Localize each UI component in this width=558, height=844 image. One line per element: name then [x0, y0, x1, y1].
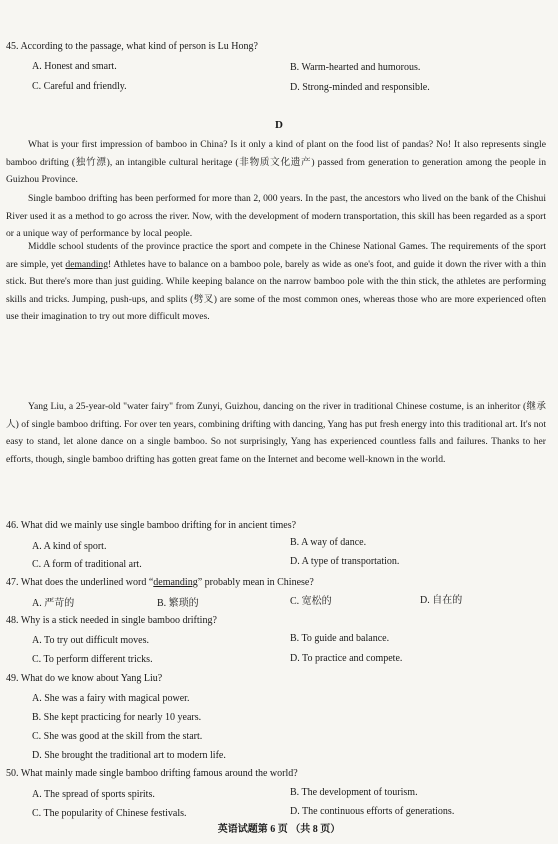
question-49-option-d: D. She brought the traditional art to modern life. — [32, 750, 226, 761]
question-46-option-c: C. A form of traditional art. — [32, 559, 142, 570]
question-49-option-a: A. She was a fairy with magical power. — [32, 693, 190, 704]
question-46-stem: 46. What did we mainly use single bamboo drifting for in ancient times? — [6, 520, 297, 531]
passage-paragraph-2: Single bamboo drifting has been performed for more than 2, 000 years. In the past, the ancestors who lived on the bank of the Chishui River used it as a method to go across the river. Now, with the development of modern transportation, this skill has been regarded as a sport or a unique way of performance by local people. — [6, 193, 546, 240]
question-47-option-a: A. 严苛的 — [32, 598, 75, 609]
question-46-option-d: D. A type of transportation. — [290, 556, 400, 567]
question-50-option-b: B. The development of tourism. — [290, 787, 418, 798]
passage-paragraph-4: Yang Liu, a 25-year-old "water fairy" from Zunyi, Guizhou, dancing on the river in traditional Chinese costume, is an inheritor (继承人) of single bamboo drifting. For over ten years, combining drifting with dancing, Yang has put fresh energy into this traditional art. It's not easy to stand, let alone dance on a single bamboo. So not surprisingly, Yang has experienced countless falls and failures. Thanks to her efforts, though, single bamboo drifting has gotten great fame on the Internet and become well-known in the world. — [6, 401, 546, 465]
page-footer: 英语试题第 6 页 （共 8 页） — [217, 824, 341, 835]
question-47-option-d: D. 自在的 — [420, 595, 463, 606]
question-48-option-d: D. To practice and compete. — [290, 653, 403, 664]
question-45-option-b: B. Warm-hearted and humorous. — [290, 62, 421, 73]
question-50-option-a: A. The spread of sports spirits. — [32, 789, 155, 800]
question-47-stem — [6, 576, 552, 590]
question-47-option-b: B. 繁琐的 — [157, 598, 199, 609]
question-48-option-c: C. To perform different tricks. — [32, 654, 153, 665]
question-49-option-b: B. She kept practicing for nearly 10 years. — [32, 712, 202, 723]
question-45-stem: 45. According to the passage, what kind of person is Lu Hong? — [6, 41, 258, 52]
question-46-option-b: B. A way of dance. — [290, 537, 367, 548]
question-50-option-c: C. The popularity of Chinese festivals. — [32, 808, 187, 819]
question-46-option-a: A. A kind of sport. — [32, 541, 107, 552]
passage-paragraph-3 — [6, 238, 546, 398]
question-47-option-c: C. 宽松的 — [290, 596, 332, 607]
question-49-option-c: C. She was good at the skill from the start. — [32, 731, 203, 742]
question-49-stem: 49. What do we know about Yang Liu? — [6, 673, 163, 684]
question-47-stem-part-2: ” probably mean in Chinese? — [197, 577, 314, 588]
question-48-stem: 48. Why is a stick needed in single bamboo drifting? — [6, 615, 217, 626]
underlined-word: demanding — [65, 258, 109, 270]
question-47-underlined-word: demanding — [153, 577, 198, 588]
section-title: D — [275, 119, 283, 131]
question-45-option-d: D. Strong-minded and responsible. — [290, 82, 430, 93]
question-50-stem: 50. What mainly made single bamboo drifting famous around the world? — [6, 768, 298, 779]
passage-paragraph-3-part-1: Middle school students of the province practice the sport and compete in the Chinese National Games. The requirements of the sport are simple, yet — [6, 241, 546, 270]
passage-paragraph-1: What is your first impression of bamboo in China? Is it only a kind of plant on the food list of pandas? No! It also represents single bamboo drifting (独竹漂), an intangible cultural heritage (非物质文化遗产) passed from generation to generation among the people in Guizhou Province. — [6, 139, 546, 186]
question-45-option-a: A. Honest and smart. — [32, 61, 117, 72]
question-48-option-b: B. To guide and balance. — [290, 633, 390, 644]
passage-paragraph-3-part-2: ! Athletes have to balance on a bamboo pole, barely as wide as one's foot, and guide it down the river with a thin stick. But there's more than just guiding. While keeping balance on the narrow bamboo pole with the thin stick, the athletes are performing skills and tricks. Jumping, push-ups, and splits (劈叉) are some of the most common ones, whereas those who are more experienced often use their imagination to try out more difficult moves. — [6, 258, 546, 323]
question-50-option-d: D. The continuous efforts of generations. — [290, 806, 455, 817]
question-48-option-a: A. To try out difficult moves. — [32, 635, 149, 646]
question-45-option-c: C. Careful and friendly. — [32, 81, 127, 92]
question-47-stem-part-1: 47. What does the underlined word “ — [6, 577, 154, 588]
